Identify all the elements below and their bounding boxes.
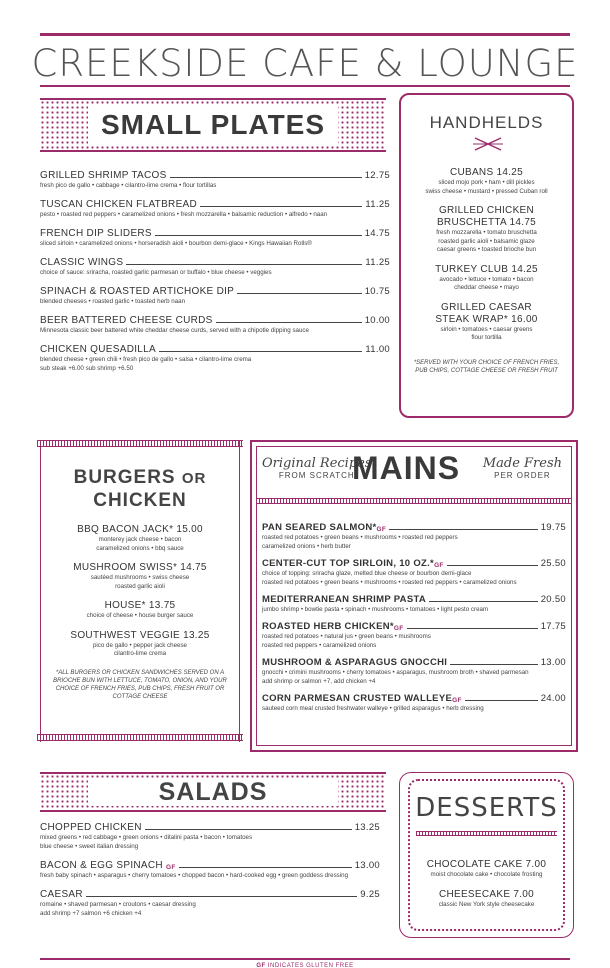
small-plates-list <box>40 170 390 382</box>
item-desc: cheddar cheese • mayo <box>454 284 519 291</box>
crossed-arrows-icon <box>473 137 503 151</box>
burgers-bottom-band <box>37 734 243 742</box>
title-rule <box>40 85 570 87</box>
burgers-top-band <box>37 440 243 448</box>
salads-list <box>40 822 380 927</box>
item-price: 17.75 <box>540 621 566 632</box>
item-price: 13.00 <box>540 657 566 668</box>
item-desc: pesto • roasted red peppers • caramelized onions • fresh mozzarella • balsamic reduction • alfredo • naan <box>40 211 328 218</box>
original-recipes-script: Original Recipes <box>262 456 372 471</box>
menu-item <box>40 170 390 190</box>
item-desc: fresh baby spinach • asparagus • cherry tomatoes • chopped bacon • hard-cooked egg • green goddess dressing <box>40 872 349 879</box>
item-desc: caesar greens • toasted brioche bun <box>436 246 537 253</box>
item-name: TUSCAN CHICKEN FLATBREAD <box>40 199 198 210</box>
item-name: SOUTHWEST VEGGIE 13.25 <box>70 629 210 641</box>
burgers-heading: BURGERS OR CHICKEN <box>73 467 207 511</box>
item-name: BACON & EGG SPINACH <box>40 860 163 871</box>
mains-header <box>252 450 576 490</box>
item-name: BBQ BACON JACK* 15.00 <box>77 524 203 535</box>
item-desc: fresh pico de gallo • cabbage • cilantro-lime crema • flour tortillas <box>40 182 217 189</box>
page-title: CREEKSIDE CAFE & LOUNGE <box>31 42 579 85</box>
small-plates-heading: SMALL PLATES <box>88 104 338 146</box>
item-desc: flour tortilla <box>471 334 502 341</box>
salads-heading: SALADS <box>88 778 338 806</box>
item-name: ROASTED HERB CHICKEN* <box>262 621 394 632</box>
item-price: 20.50 <box>540 594 566 605</box>
item-desc: choice of topping: sriracha glaze, melted blue cheese or bourbon demi-glace <box>262 570 472 577</box>
footer-text: INDICATES GLUTEN FREE <box>267 963 354 968</box>
item-name: MUSHROOM SWISS* 14.75 <box>73 562 207 573</box>
menu-item <box>407 167 566 196</box>
menu-item <box>40 860 380 880</box>
item-name: CHICKEN QUESADILLA <box>40 344 156 355</box>
menu-item <box>40 315 390 335</box>
item-desc: roasted garlic aioli <box>115 582 165 590</box>
item-desc: sautéed mushrooms • swiss cheese <box>90 574 190 581</box>
menu-item <box>262 693 566 713</box>
menu-item <box>49 562 231 591</box>
item-desc: Minnesota classic beer battered white cheddar cheese curds, served with a chipotle dipping sauce <box>40 327 309 334</box>
item-name: CLASSIC WINGS <box>40 257 124 268</box>
mains-band <box>256 498 572 504</box>
from-scratch-label: FROM SCRATCH <box>278 471 355 480</box>
item-name: MEDITERRANEAN SHRIMP PASTA <box>262 594 427 605</box>
per-order-label: PER ORDER <box>494 471 551 480</box>
item-desc: add shrimp +7 salmon +6 chicken +4 <box>40 910 142 917</box>
item-price: 11.25 <box>365 257 390 268</box>
item-price: 24.00 <box>540 693 566 704</box>
item-price: 14.75 <box>364 228 390 239</box>
mains-heading: MAINS <box>352 450 461 486</box>
handhelds-heading: HANDHELDS <box>429 113 544 132</box>
salads-banner <box>40 772 386 812</box>
menu-item <box>262 594 566 614</box>
item-desc: sliced sirloin • caramelized onions • horseradish aioli • bourbon demi-glace • Kings Hawaiian Rolls® <box>40 240 312 247</box>
item-desc: caramelized onions • herb butter <box>262 543 351 550</box>
desserts-band <box>416 831 557 836</box>
item-name: MUSHROOM & ASPARAGUS GNOCCHI <box>262 657 448 668</box>
desserts-heading: DESSERTS <box>415 793 558 823</box>
item-desc: add shrimp or salmon +7, add chicken +4 <box>262 678 376 685</box>
item-desc: monterey jack cheese • bacon <box>98 536 182 543</box>
menu-item <box>49 630 231 659</box>
item-desc: roasted red potatoes • green beans • mushrooms • roasted red peppers <box>262 534 458 541</box>
item-name: BRUSCHETTA 14.75 <box>436 217 537 228</box>
item-name: CHEESECAKE 7.00 <box>438 888 535 900</box>
handhelds-note: *SERVED WITH YOUR CHOICE OF FRENCH FRIES, PUB CHIPS, COTTAGE CHEESE OR FRESH FRUIT <box>413 359 560 374</box>
item-desc: sliced mojo pork • ham • dill pickles <box>438 179 535 186</box>
menu-item <box>407 302 566 343</box>
item-name: GRILLED SHRIMP TACOS <box>40 170 167 181</box>
item-price: 9.25 <box>360 889 380 900</box>
item-name: PAN SEARED SALMON* <box>262 522 377 533</box>
menu-item <box>40 199 390 219</box>
gluten-free-tag: GF <box>393 625 404 632</box>
item-desc: roasted red peppers • caramelized onions <box>262 642 377 649</box>
menu-item <box>40 286 390 306</box>
menu-item <box>410 889 563 910</box>
item-price: 25.50 <box>540 558 566 569</box>
item-desc: avocado • lettuce • tomato • bacon <box>439 275 534 283</box>
item-desc: roasted garlic aioli • balsamic glaze <box>438 237 535 245</box>
item-desc: romaine • shaved parmesan • croutons • caesar dressing <box>40 901 196 908</box>
item-desc: mixed greens • red cabbage • green onions • ditalini pasta • bacon • tomatoes <box>40 834 253 841</box>
item-desc: pico de gallo • pepper jack cheese <box>92 641 187 649</box>
item-name: SPINACH & ROASTED ARTICHOKE DIP <box>40 286 235 297</box>
handhelds-box <box>399 93 574 418</box>
item-price: 12.75 <box>364 170 390 181</box>
footer <box>40 954 570 968</box>
menu-item <box>40 344 390 373</box>
item-price: 10.00 <box>364 315 390 326</box>
item-name: CORN PARMESAN CRUSTED WALLEYE <box>262 693 453 704</box>
item-desc: roasted red potatoes • green beans • mushrooms • roasted red peppers • caramelized onions <box>262 579 517 586</box>
burgers-box <box>40 440 240 742</box>
item-name: CHOPPED CHICKEN <box>40 822 142 833</box>
item-price: 13.25 <box>354 822 380 833</box>
menu-item <box>262 558 566 587</box>
item-name: FRENCH DIP SLIDERS <box>40 228 152 239</box>
item-name: HOUSE* 13.75 <box>104 600 176 611</box>
menu-item <box>407 264 566 293</box>
menu-item <box>262 621 566 650</box>
item-desc-extra: sub steak +6.00 sub shrimp +6.50 <box>40 365 134 372</box>
gluten-free-tag: GF <box>376 526 387 533</box>
item-desc: swiss cheese • mustard • pressed Cuban roll <box>425 187 548 195</box>
desserts-box <box>399 772 574 938</box>
top-rule <box>40 33 570 36</box>
menu-item <box>410 859 563 880</box>
item-desc: caramelized onions • bbq sauce <box>96 544 184 552</box>
item-desc: sauteed corn meal crusted freshwater walleye • grilled asparagus • herb dressing <box>262 705 484 712</box>
menu-item <box>262 657 566 686</box>
menu-item <box>40 257 390 277</box>
item-price: 11.25 <box>365 199 390 210</box>
item-price: 19.75 <box>540 522 566 533</box>
item-desc: cilantro-lime crema <box>113 650 167 657</box>
item-name: STEAK WRAP* 16.00 <box>435 313 538 325</box>
menu-item <box>40 228 390 248</box>
gluten-free-tag: GF <box>452 697 462 704</box>
menu-item <box>407 205 566 255</box>
menu-item <box>262 522 566 551</box>
menu-item <box>49 600 231 621</box>
gluten-free-tag: GF <box>256 963 266 968</box>
item-price: 13.00 <box>354 860 380 871</box>
item-desc: sirloin • tomatoes • caesar greens <box>440 325 533 333</box>
item-desc: gnocchi • crimini mushrooms • cherry tomatoes • asparagus, mushroom broth • shaved parmesan <box>262 669 529 676</box>
item-price: 10.75 <box>364 286 390 297</box>
made-fresh-script: Made Fresh <box>482 456 562 471</box>
item-desc: choice of cheese • house burger sauce <box>86 612 194 619</box>
burgers-note: *ALL BURGERS OR CHICKEN SANDWICHES SERVED ON A BRIOCHE BUN WITH LETTUCE, TOMATO, ONION, AND YOUR CHOICE OF FRENCH FRIES, PUB CHIPS, FRESH FRUIT OR COTTAGE CHEESE <box>53 669 227 700</box>
item-desc: moist chocolate cake • chocolate frosting <box>430 871 543 878</box>
item-desc: blended cheeses • roasted garlic • toasted herb naan <box>40 298 186 305</box>
menu-item <box>40 822 380 851</box>
item-name: BEER BATTERED CHEESE CURDS <box>40 315 213 326</box>
item-desc: classic New York style cheesecake <box>438 900 535 908</box>
item-desc: roasted red potatoes • natural jus • green beans • mushrooms <box>262 633 431 640</box>
item-desc: jumbo shrimp • bowtie pasta • spinach • mushrooms • tomatoes • light pesto cream <box>262 606 489 613</box>
item-name: CHOCOLATE CAKE 7.00 <box>426 859 547 870</box>
item-desc: blue cheese • sweet italian dressing <box>40 843 139 850</box>
item-name: CUBANS 14.25 <box>449 167 524 178</box>
item-desc: blended cheese • green chili • fresh pico de gallo • salsa • cilantro-lime crema <box>40 356 252 363</box>
gluten-free-tag: GF <box>434 562 444 569</box>
item-price: 11.00 <box>365 344 390 355</box>
item-name: GRILLED CAESAR <box>441 301 532 313</box>
small-plates-banner <box>40 98 386 152</box>
item-name: GRILLED CHICKEN <box>438 205 535 216</box>
mains-box <box>250 440 578 752</box>
menu-item <box>49 524 231 553</box>
item-name: TURKEY CLUB 14.25 <box>435 263 538 275</box>
item-desc: fresh mozzarella • tomato bruschetta <box>436 229 537 236</box>
gluten-free-tag: GF <box>166 864 176 871</box>
item-desc: choice of sauce: sriracha, roasted garlic parmesan or buffalo • blue cheese • veggies <box>40 269 272 276</box>
item-name: CAESAR <box>40 889 83 900</box>
item-name: CENTER-CUT TOP SIRLOIN, 10 OZ.* <box>262 558 435 569</box>
menu-item <box>40 889 380 918</box>
